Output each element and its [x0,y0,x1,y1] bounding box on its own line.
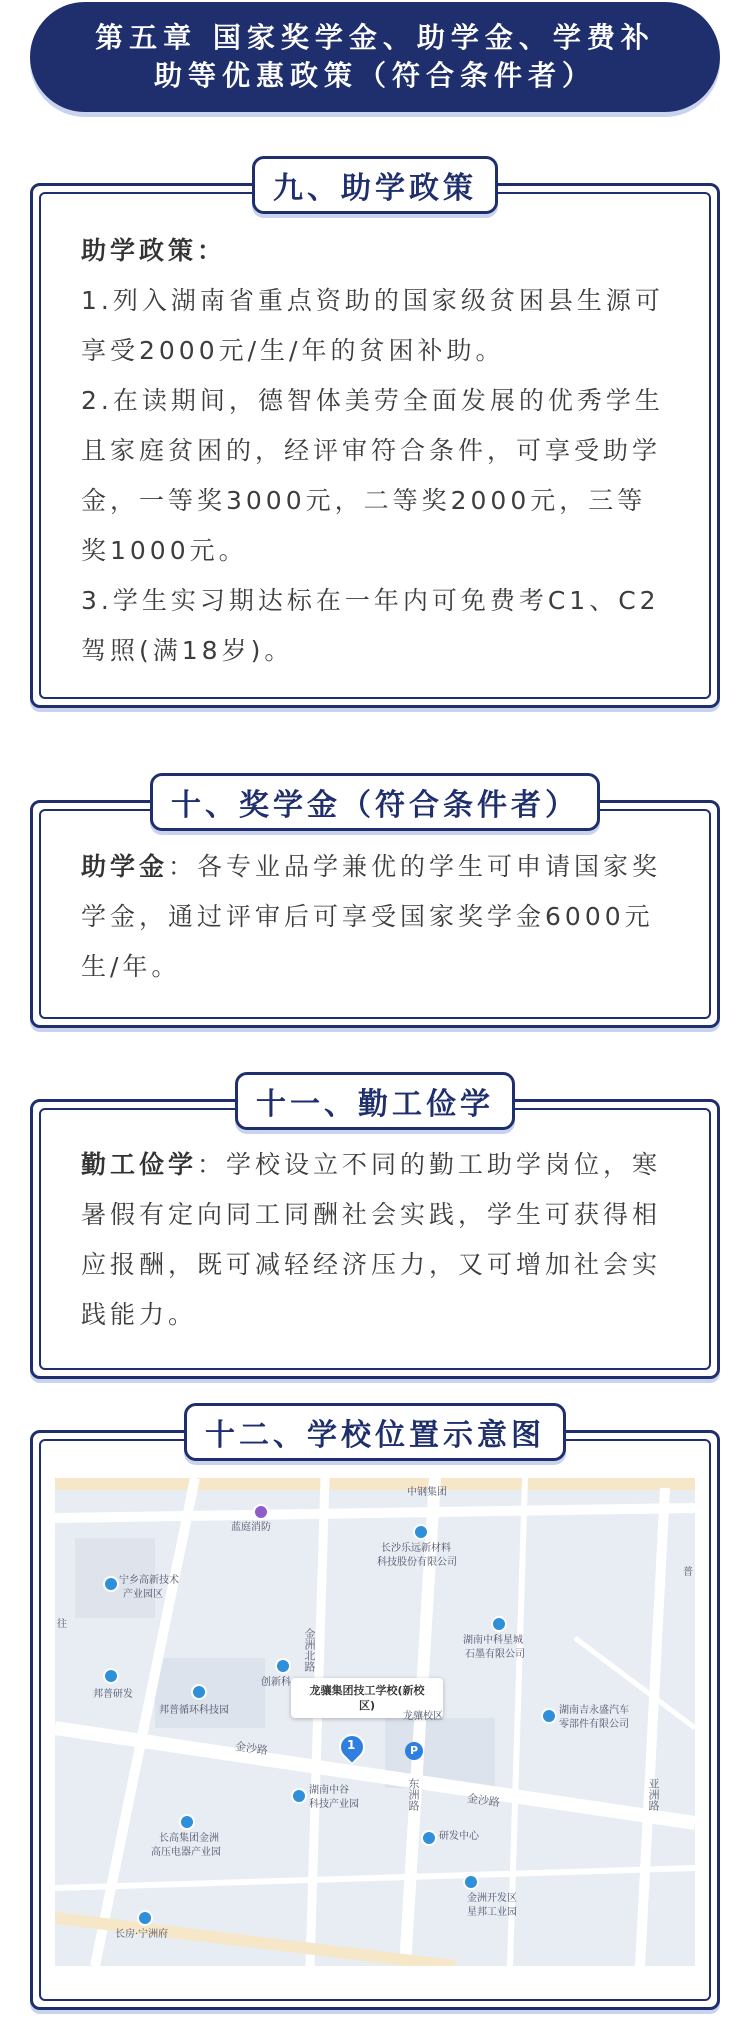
hunan-yongsheng-label-1: 湖南吉永盛汽车 [559,1705,629,1716]
pu-label: 普 [683,1567,693,1578]
changgao-label-2: 高压电器产业园 [151,1847,221,1858]
xi-label: 往 [57,1619,67,1630]
hunan-yongsheng-poi-icon[interactable] [541,1708,557,1724]
chapter-header [30,2,720,112]
section-work-study [30,1087,720,1379]
changgao-label-1: 长高集团金洲 [159,1833,219,1844]
changfang-poi-icon[interactable] [137,1910,153,1926]
hunan-yongsheng-label-2: 零部件有限公司 [559,1719,629,1730]
section-work-study-title: 十一、勤工俭学 [235,1072,515,1130]
financial-aid-item-1: 1.列入湖南省重点资助的国家级贫困县生源可享受2000元/生/年的贫困补助。 [81,286,664,365]
chuangxin-label: 创新科 [261,1677,291,1688]
work-study-label: 勤工俭学 [81,1150,198,1179]
school-callout-line2: 区) [358,1699,376,1712]
scholarship-text [81,842,669,992]
hunan-zhonggu-label-2: 科技产业园 [309,1799,359,1810]
school-pin-number: 1 [347,1738,356,1752]
scholarship-label: 助学金 [81,852,169,881]
work-study-body: ：学校设立不同的勤工助学岗位，寒暑假有定向同工同酬社会实践，学生可获得相应报酬，既可减轻经济压力，又可增加社会实践能力。 [81,1150,662,1329]
section-scholarship-title: 十、奖学金（符合条件者） [150,773,600,831]
hunan-zhongke-label-1: 湖南中科星城 [463,1635,523,1646]
bangpu-poi-icon[interactable] [103,1668,119,1684]
section-financial-aid-title: 九、助学政策 [252,156,498,214]
chapter-title-line1: 第五章 国家奖学金、助学金、学费补 [95,21,655,54]
chuangxin-poi-icon[interactable] [275,1658,291,1674]
financial-aid-item-3: 3.学生实习期达标在一年内可免费考C1、C2驾照(满18岁)。 [81,586,660,665]
changgao-poi-icon[interactable] [179,1814,195,1830]
lanting-label: 蓝庭消防 [231,1522,271,1533]
chapter-title-line2: 助等优惠政策（符合条件者） [153,59,596,92]
parking-icon[interactable]: P [405,1742,423,1760]
lanting-poi-icon[interactable] [253,1504,269,1520]
section-scholarship [30,788,720,1028]
financial-aid-heading: 助学政策： [81,236,227,265]
zhonggang-label: 中钢集团 [407,1487,447,1498]
ningxiang-label-1: 宁乡高新技术 [119,1575,179,1586]
bangpu-xunhuan-label: 邦普循环科技园 [159,1705,229,1716]
jinsha-road-label-1: 金沙路 [234,1739,269,1758]
location-map[interactable] [55,1478,695,1966]
jinzhou-poi-icon[interactable] [463,1874,479,1890]
yazhou-road-label: 亚洲路 [647,1778,660,1811]
bangpu-label: 邦普研发 [93,1689,133,1700]
changsha-lexian-label-1: 长沙乐远新材料 [381,1543,451,1554]
hunan-zhonggu-label-1: 湖南中谷 [309,1785,349,1796]
jinsha-road-label-2: 金沙路 [466,1791,501,1810]
financial-aid-item-2: 2.在读期间，德智体美劳全面发展的优秀学生且家庭贫困的，经评审符合条件，可享受助学金，一等奖3000元，二等奖2000元，三等奖1000元。 [81,386,664,565]
hunan-zhonggu-poi-icon[interactable] [291,1788,307,1804]
bangpu-xunhuan-poi-icon[interactable] [191,1684,207,1700]
hunan-zhongke-poi-icon[interactable] [491,1616,507,1632]
jinzhou-north-road-label: 金洲北路 [303,1628,316,1672]
ningxiang-label-2: 产业园区 [123,1589,163,1600]
school-callout-line1: 龙骧集团技工学校(新校 [309,1684,425,1697]
scholarship-body: ：各专业品学兼优的学生可申请国家奖学金，通过评审后可享受国家奖学金6000元生/年。 [81,852,662,981]
hunan-zhongke-label-2: 石墨有限公司 [465,1649,525,1660]
section-school-location-title: 十二、学校位置示意图 [184,1403,566,1461]
jinzhou-label-2: 星邦工业园 [467,1907,517,1918]
yanfa-label: 研发中心 [439,1831,479,1842]
section-school-location [30,1418,720,2010]
work-study-text [81,1140,669,1340]
dongzhou-road-label: 东洲路 [407,1778,420,1811]
ningxiang-poi-icon[interactable] [103,1576,119,1592]
longxiang-zone-label: 龙骧校区 [403,1711,443,1722]
jinzhou-label-1: 金洲开发区 [467,1893,517,1904]
yanfa-poi-icon[interactable] [421,1830,437,1846]
changsha-lexian-poi-icon[interactable] [413,1524,429,1540]
section-financial-aid [30,171,720,708]
changfang-label: 长房·宁洲府 [115,1929,169,1940]
changsha-lexian-label-2: 科技股份有限公司 [377,1557,457,1568]
